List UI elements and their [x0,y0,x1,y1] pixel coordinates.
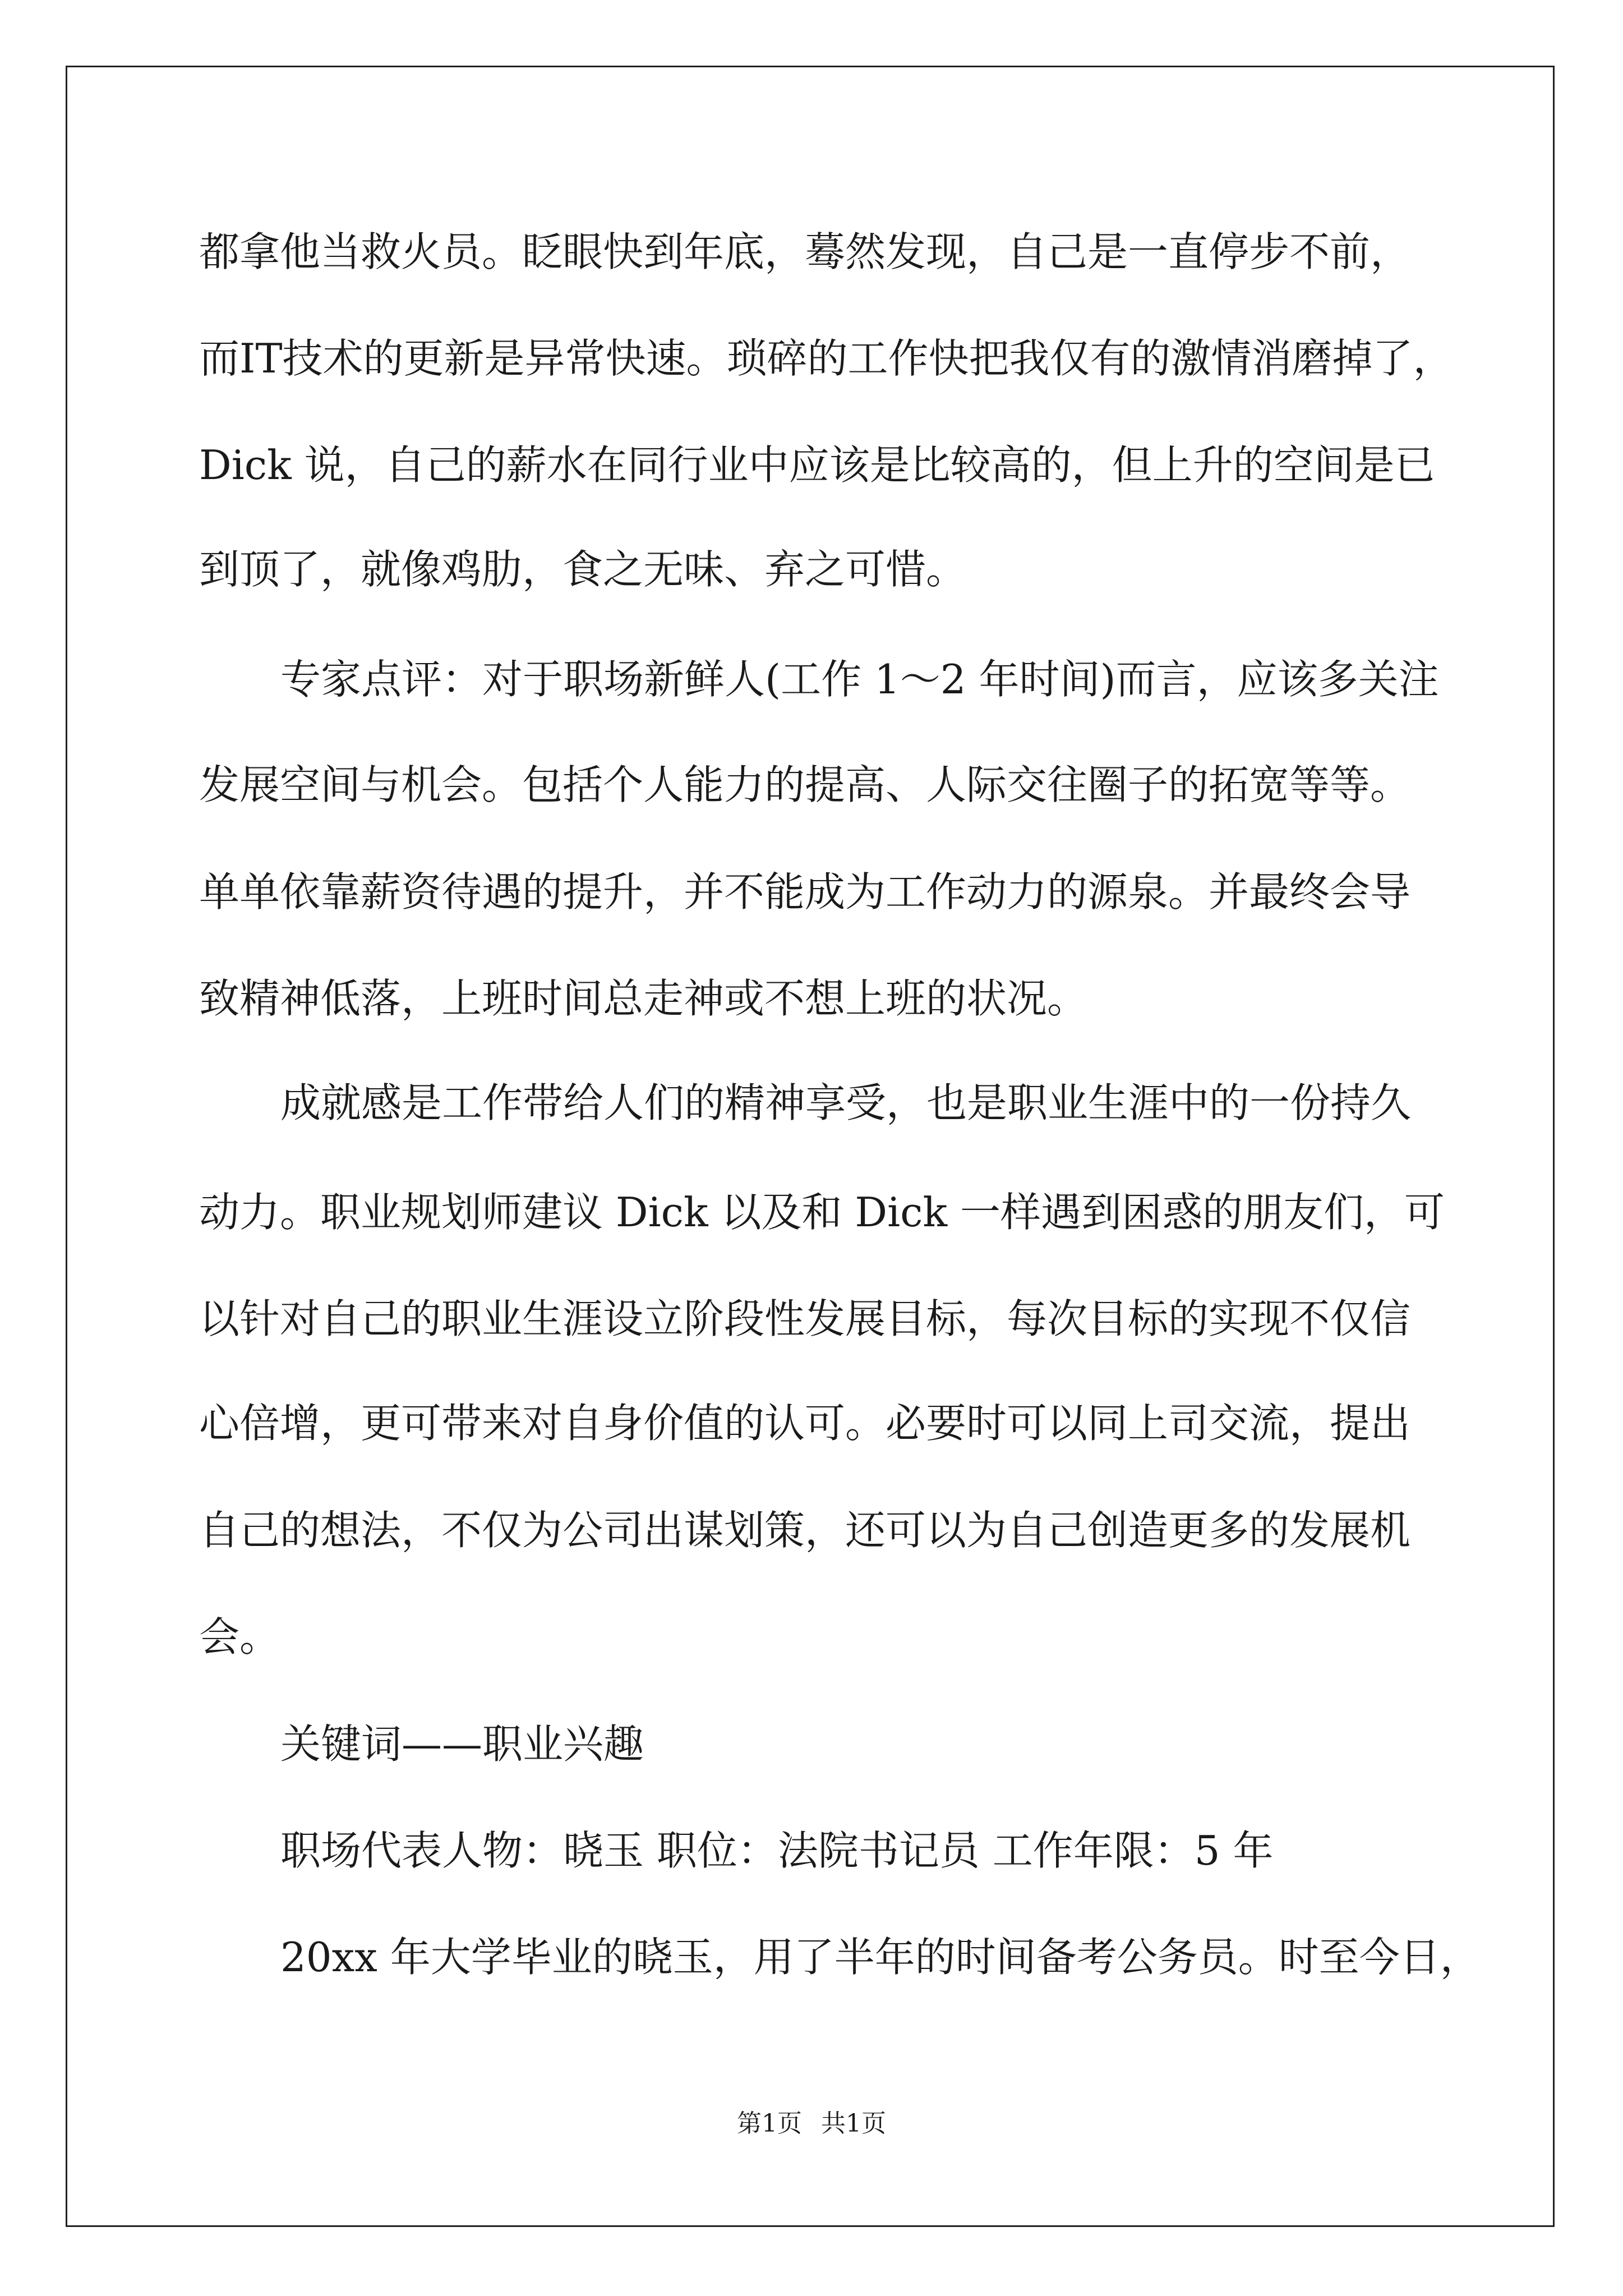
page-footer [0,2108,1623,2139]
text-line: 专家点评：对于职场新鲜人(工作 1～2 年时间)而言，应该多关注 [280,656,1439,703]
text-line: 而IT技术的更新是异常快速。琐碎的工作快把我仅有的激情消磨掉了， [199,335,1454,382]
text-line: 以针对自己的职业生涯设立阶段性发展目标，每次目标的实现不仅信 [199,1295,1411,1342]
text-line: 发展空间与机会。包括个人能力的提高、人际交往圈子的拓宽等等。 [199,761,1411,808]
text-line: Dick 说，自己的薪水在同行业中应该是比较高的，但上升的空间是已 [199,441,1435,489]
text-line: 致精神低落，上班时间总走神或不想上班的状况。 [199,975,1088,1022]
text-line: 自己的想法，不仅为公司出谋划策，还可以为自己创造更多的发展机 [199,1507,1411,1554]
text-line: 会。 [199,1613,280,1660]
page-border [66,66,1555,2227]
text-line: 关键词——职业兴趣 [280,1720,644,1768]
text-line: 单单依靠薪资待遇的提升，并不能成为工作动力的源泉。并最终会导 [199,868,1411,915]
page-number: 第1页 [737,2109,802,2138]
text-line: 成就感是工作带给人们的精神享受，也是职业生涯中的一份持久 [280,1079,1412,1126]
text-line: 心倍增，更可带来对自身价值的认可。必要时可以同上司交流，提出 [199,1400,1411,1447]
text-line: 职场代表人物：晓玉 职位：法院书记员 工作年限：5 年 [280,1827,1274,1874]
text-line: 都拿他当救火员。眨眼快到年底，蓦然发现，自己是一直停步不前， [199,228,1411,275]
text-line: 到顶了，就像鸡肋，食之无味、弃之可惜。 [199,546,967,593]
text-line: 20xx 年大学毕业的晓玉，用了半年的时间备考公务员。时至今日， [280,1934,1481,1981]
page-total: 共1页 [821,2109,886,2138]
text-line: 动力。职业规划师建议 Dick 以及和 Dick 一样遇到困惑的朋友们，可 [199,1189,1445,1236]
